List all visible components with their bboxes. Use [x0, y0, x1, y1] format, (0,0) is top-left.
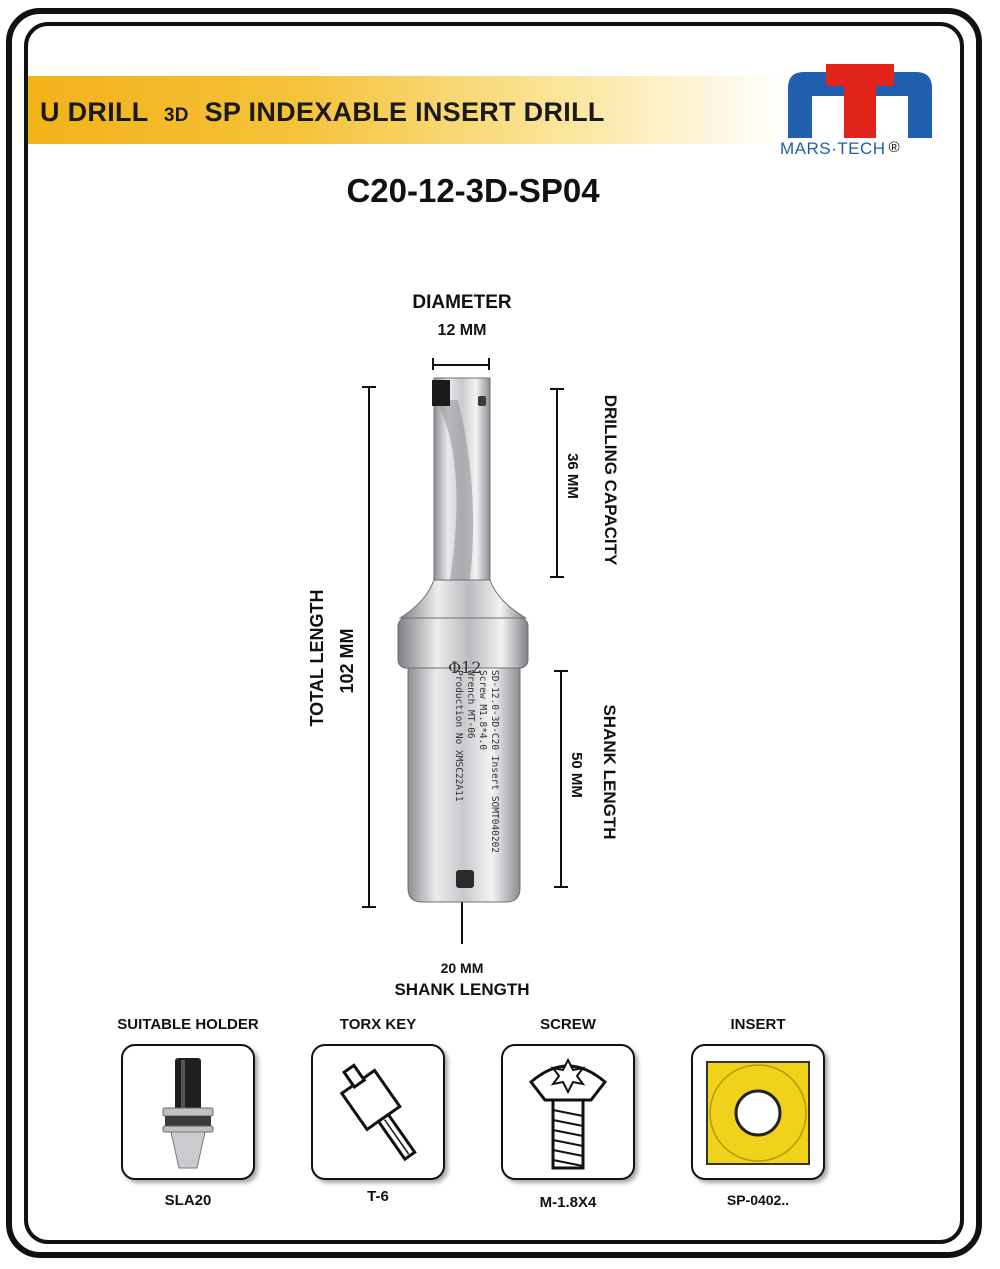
banner-title: U DRILL 3D SP INDEXABLE INSERT DRILL [40, 97, 605, 127]
brand-name: MARS·TECH ® [780, 139, 901, 158]
torx-title: TORX KEY [339, 1016, 417, 1033]
shank-engraving: SD-12.0-3D-C20 Insert SOMT040202 Screw M1.8*4.0 Wrench MT-06 Production No XMSC22A11 [453, 670, 500, 854]
drilling-capacity-line [556, 388, 558, 578]
diameter-tick-left [432, 358, 434, 370]
holder-caption: SLA20 [164, 1192, 212, 1209]
total-length-label: TOTAL LENGTH [307, 589, 327, 727]
drilling-tick-bottom [550, 576, 564, 578]
diameter-value: 12 MM [437, 322, 487, 339]
holder-title: SUITABLE HOLDER [117, 1016, 259, 1033]
insert-caption: SP-0402.. [726, 1192, 790, 1208]
diameter-tick-right [488, 358, 490, 370]
model-number: C20-12-3D-SP04 [346, 172, 600, 209]
tool-holder-icon [123, 1046, 253, 1178]
shank-length-value: 50 MM [568, 752, 585, 798]
screw-card[interactable] [501, 1044, 635, 1180]
drilling-tick-top [550, 388, 564, 390]
diameter-dimension-line [432, 364, 490, 366]
shank-length-line [560, 670, 562, 888]
shank-diameter-label: SHANK LENGTH [394, 980, 530, 999]
torx-card[interactable] [311, 1044, 445, 1180]
drilling-capacity-label: DRILLING CAPACITY [601, 394, 620, 566]
total-length-value: 102 MM [337, 628, 357, 694]
shank-tick-bottom [554, 886, 568, 888]
torx-caption: T-6 [367, 1188, 389, 1205]
insert-icon [693, 1046, 823, 1178]
shank-length-label: SHANK LENGTH [600, 704, 619, 840]
diameter-label: DIAMETER [412, 292, 512, 313]
insert-card[interactable] [691, 1044, 825, 1180]
drilling-capacity-value: 36 MM [564, 453, 581, 499]
shank-diameter-value: 20 MM [440, 960, 484, 976]
screw-icon [503, 1046, 633, 1178]
torx-key-icon [313, 1046, 443, 1178]
total-length-line [368, 386, 370, 908]
screw-title: SCREW [540, 1016, 596, 1033]
diameter-marking: Φ12 [448, 658, 482, 677]
insert-title: INSERT [730, 1016, 786, 1033]
shank-tick-top [554, 670, 568, 672]
total-length-tick-bottom [362, 906, 376, 908]
total-length-tick-top [362, 386, 376, 388]
screw-caption: M-1.8X4 [539, 1194, 597, 1211]
holder-card[interactable] [121, 1044, 255, 1180]
